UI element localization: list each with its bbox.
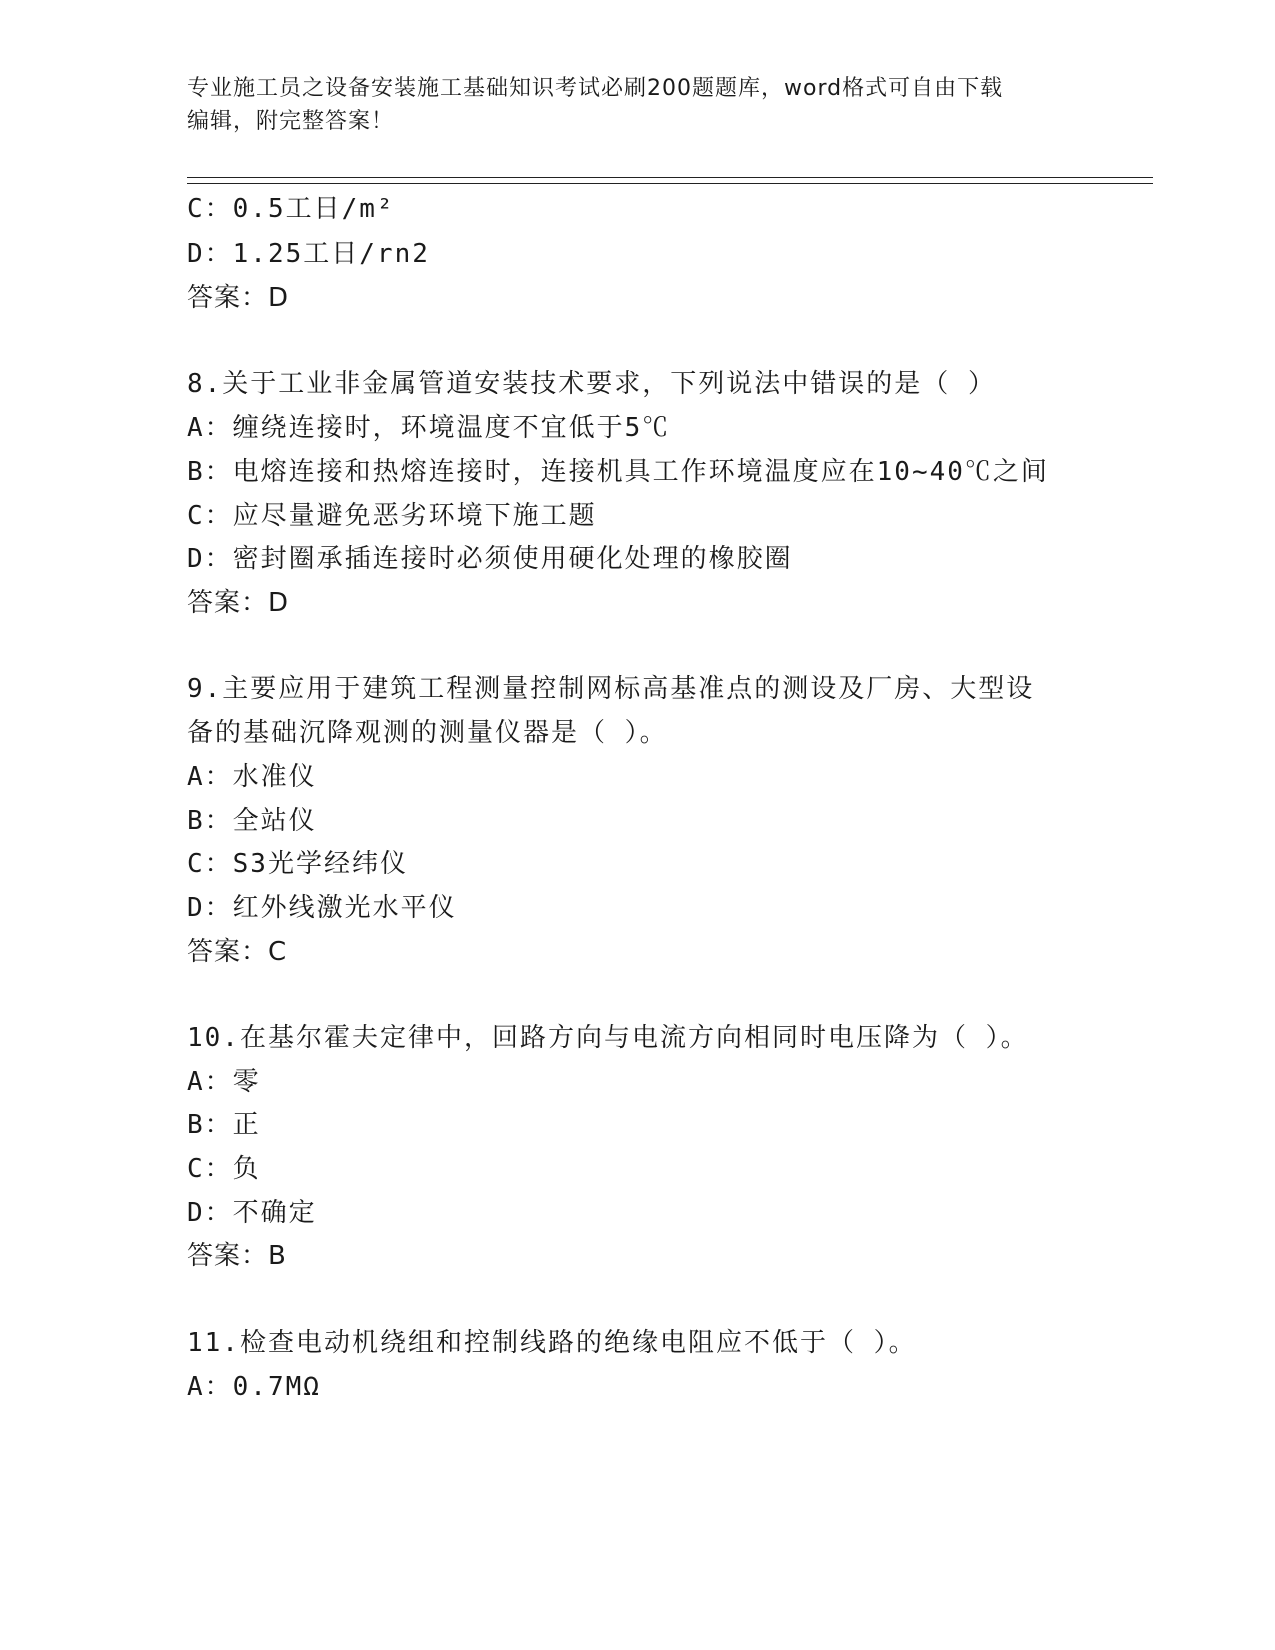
question-10-option-a: A：零 — [187, 1067, 261, 1097]
header-title-line2: 编辑，附完整答案！ — [187, 109, 395, 134]
prev-question-answer: 答案：D — [187, 283, 290, 313]
question-9-option-d: D：红外线激光水平仪 — [187, 893, 457, 923]
question-8-option-c: C：应尽量避免恶劣环境下施工题 — [187, 501, 597, 531]
question-11-option-a: A：0.7MΩ — [187, 1372, 321, 1402]
question-8-stem: 8.关于工业非金属管道安装技术要求，下列说法中错误的是（ ） — [187, 369, 996, 399]
question-10-answer: 答案：B — [187, 1241, 287, 1271]
page-header — [187, 72, 1087, 138]
question-9-stem-line2: 备的基础沉降观测的测量仪器是（ ）。 — [187, 718, 668, 748]
prev-question-option-d: D：1.25工日/rn2 — [187, 239, 430, 269]
question-10-stem: 10.在基尔霍夫定律中，回路方向与电流方向相同时电压降为（ ）。 — [187, 1023, 1029, 1053]
question-8-option-d: D：密封圈承插连接时必须使用硬化处理的橡胶圈 — [187, 544, 793, 574]
header-divider-bottom — [187, 183, 1153, 184]
question-10-option-b: B：正 — [187, 1110, 261, 1140]
question-8-option-a: A：缠绕连接时，环境温度不宜低于5℃ — [187, 413, 671, 443]
question-10-option-c: C：负 — [187, 1154, 261, 1184]
question-8-answer: 答案：D — [187, 588, 290, 618]
question-9-option-b: B：全站仪 — [187, 806, 317, 836]
header-divider-top — [187, 177, 1153, 178]
question-10-option-d: D：不确定 — [187, 1198, 317, 1228]
question-9-option-c: C：S3光学经纬仪 — [187, 849, 408, 879]
header-title-line1: 专业施工员之设备安装施工基础知识考试必刷200题题库，word格式可自由下载 — [187, 76, 1004, 101]
question-9-answer: 答案：C — [187, 937, 288, 967]
prev-question-option-c: C：0.5工日/m² — [187, 194, 395, 224]
question-11-stem: 11.检查电动机绕组和控制线路的绝缘电阻应不低于（ ）。 — [187, 1328, 917, 1358]
question-8-option-b: B：电熔连接和热熔连接时，连接机具工作环境温度应在10~40℃之间 — [187, 457, 1049, 487]
question-9-stem-line1: 9.主要应用于建筑工程测量控制网标高基准点的测设及厂房、大型设 — [187, 674, 1035, 704]
question-9-option-a: A：水准仪 — [187, 762, 317, 792]
